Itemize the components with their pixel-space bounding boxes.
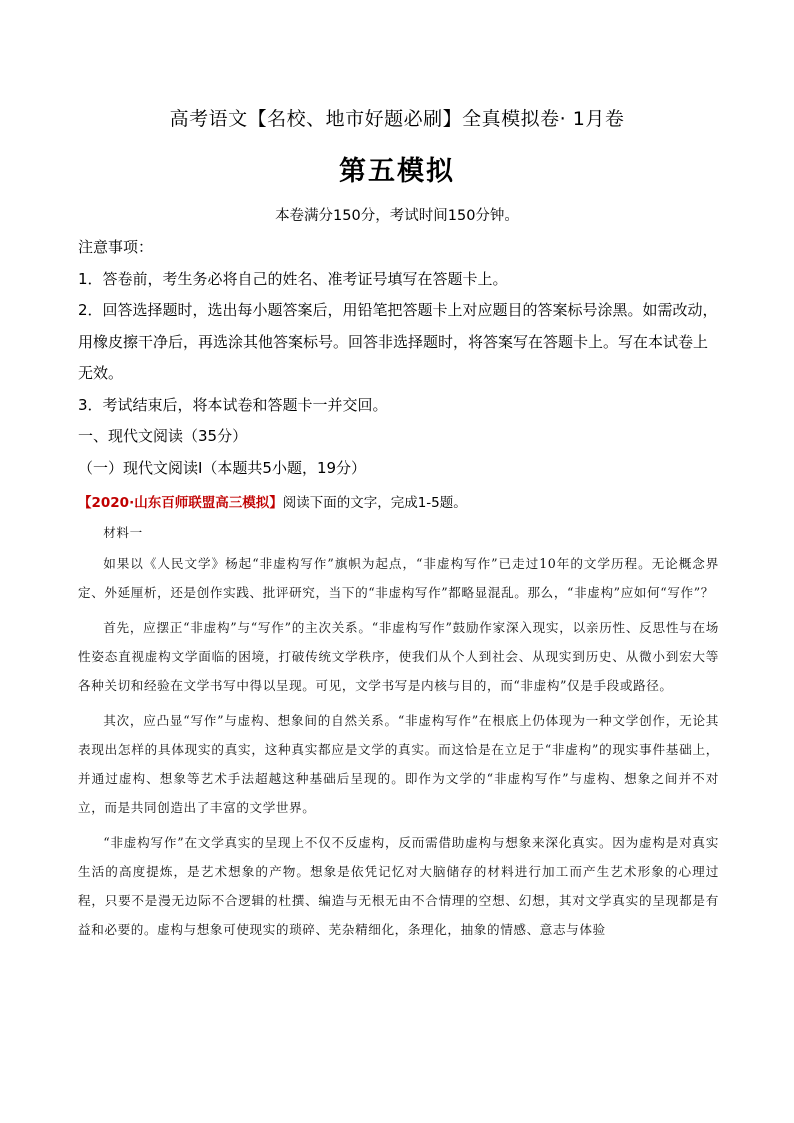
reading-instruction: 阅读下面的文字，完成1-5题。 [282, 495, 467, 511]
exam-info-line: 本卷满分150分，考试时间150分钟。 [275, 208, 519, 224]
source-tag: 【2020·山东百师联盟高三模拟】 [78, 495, 283, 511]
notes-item-3: 3．考试结束后，将本试卷和答题卡一并交回。 [78, 395, 388, 414]
passage-paragraph-2: 首先，应摆正“非虚构”与“写作”的主次关系。“非虚构写作”鼓励作家深入现实，以亲历性、反思性与在场性姿态直视虚构文学面临的困境，打破传统文学秩序，使我们从个人到社会、从现实到历史、从微小到宏大等各种关切和经验在文学书写中得以呈现。可见，文学书写是内核与目的，而“非虚构”仅是手段或路径。 [78, 620, 719, 693]
subsection-heading: （一）现代文阅读Ⅰ（本题共5小题，19分） [78, 458, 367, 477]
notes-item-1: 1．答卷前，考生务必将自己的姓名、准考证号填写在答题卡上。 [78, 269, 508, 288]
notes-item-2: 2．回答选择题时，选出每小题答案后，用铅笔把答题卡上对应题目的答案标号涂黑。如需改动，用橡皮擦干净后，再选涂其他答案标号。回答非选择题时，将答案写在答题卡上。写在本试卷上无效。 [78, 301, 718, 382]
notes-section [78, 232, 718, 484]
passage-paragraph-1: 如果以《人民文学》杨起“非虚构写作”旗帜为起点，“非虚构写作”已走过10年的文学历程。无论概念界定、外延厘析，还是创作实践、批评研究，当下的“非虚构写作”都略显混乱。那么，“非虚构”应如何“写作”？ [78, 556, 719, 600]
exam-series-title: 高考语文【名校、地市好题必刷】全真模拟卷· 1月卷 [169, 108, 625, 130]
passage-paragraph-3: 其次，应凸显“写作”与虚构、想象间的自然关系。“非虚构写作”在根底上仍体现为一种文学创作，无论其表现出怎样的具体现实的真实，这种真实都应是文学的真实。而这恰是在立足于“非虚构”的现实事件基础上，并通过虚构、想象等艺术手法超越这种基础后呈现的。即作为文学的“非虚构写作”与虚构、想象之间并不对立，而是共同创造出了丰富的文学世界。 [78, 713, 719, 815]
question-source-line [78, 490, 467, 516]
page-title: 第五模拟 [339, 156, 455, 187]
reading-passage [78, 518, 719, 944]
section-heading: 一、现代文阅读（35分） [78, 427, 248, 445]
notes-heading: 注意事项： [78, 238, 154, 256]
material-label: 材料一 [103, 525, 143, 540]
passage-paragraph-4: “非虚构写作”在文学真实的呈现上不仅不反虚构，反而需借助虚构与想象来深化真实。因为虚构是对真实生活的高度提炼，是艺术想象的产物。想象是依凭记忆对大脑储存的材料进行加工而产生艺术形象的心理过程，只要不是漫无边际不合逻辑的杜撰、编造与无根无由不合情理的空想、幻想，其对文学真实的呈现都是有益和必要的。虚构与想象可使现实的琐碎、芜杂精细化，条理化，抽象的情感、意志与体验 [78, 835, 719, 937]
